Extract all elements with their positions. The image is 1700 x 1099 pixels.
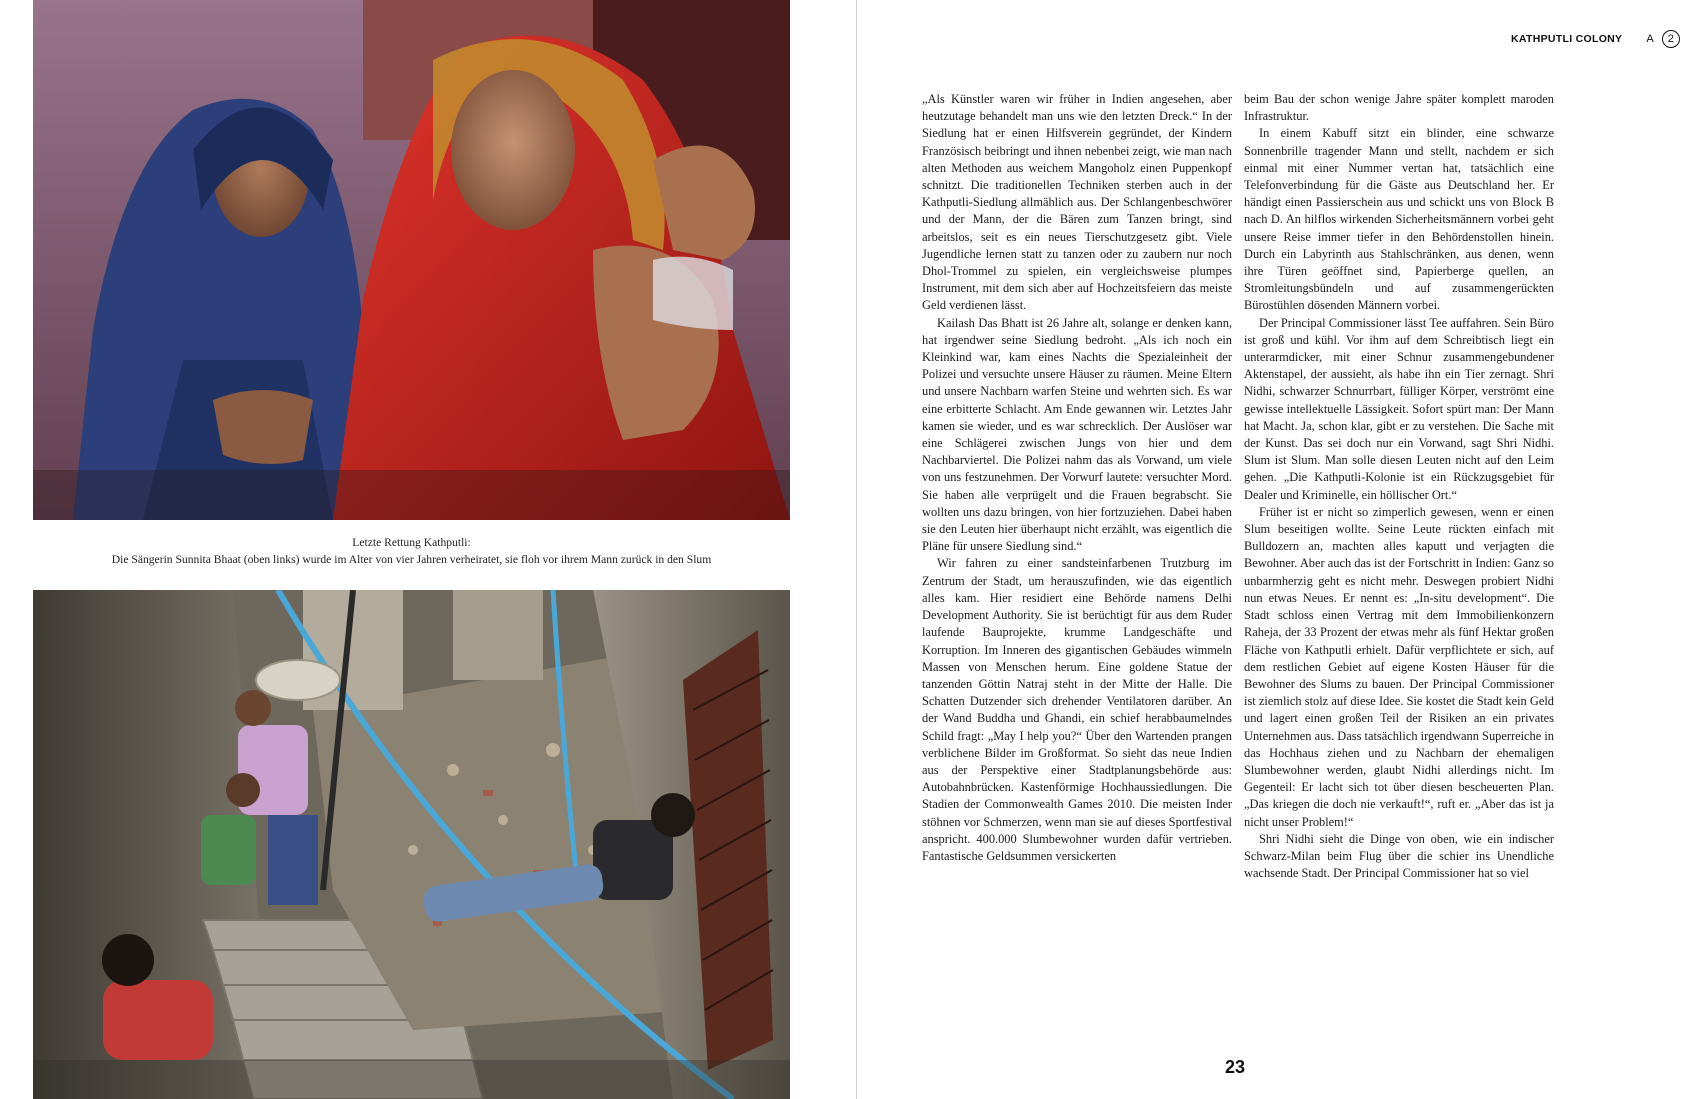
article-column-right: [1244, 91, 1554, 882]
page-gutter-divider: [856, 0, 857, 1099]
photo-caption: [33, 534, 790, 568]
paragraph: „Als Künstler waren wir früher in Indien angesehen, aber heutzutage behandelt man uns wie den letzten Dreck.“ In der Siedlung hat er einen Hilfsverein gegründet, der Kindern Französisch beibringt und ihnen nebenbei zeigt, wie man nach alten Methoden aus weichem Mangoholz einen Puppenkopf schnitzt. Die traditionellen Techniken sterben auch in der Kathputli-Siedlung allmählich aus. Der Schlangenbeschwörer und der Mann, der die Bären zum Tanzen bringt, sind arbeitslos, seit es ein neues Tierschutzgesetz gibt. Viele Jugendliche lernen statt zu tanzen oder zu zaubern nur noch Dhol-Trommel zu spielen, ein vergleichsweise plumpes Instrument, mit dem sich aber auf Hochzeitsfeiern das meiste Geld verdienen lässt.: [922, 92, 1232, 313]
photo-slum-stairs: [33, 590, 790, 1099]
section-title: KATHPUTLI COLONY: [1511, 33, 1623, 45]
paragraph: Wir fahren zu einer sandsteinfarbenen Trutzburg im Zentrum der Stadt, um herauszufinden, wie das eigentlich alles kam. Hier residiert eine Behörde namens Delhi Development Authority. Sie ist berüchtigt für aus dem Ruder laufende Bauprojekte, krumme Landgeschäfte und Korruption. Im Inneren des gigantischen Gebäudes wimmeln Massen von Menschen herum. Eine goldene Statue der tanzenden Göttin Natraj steht in der Mitte der Halle. Die Schatten Dutzender sich drehender Ventilatoren darüber. An der Wand Buddha und Ghandi, ein schief herabbaumelndes Schild fragt: „May I help you?“ Über den Wartenden prangen verblichene Bilder im Großformat. So sieht das neue Indien aus der Perspektive einer Stadtplanungsbehörde aus: Autobahnbrücken. Kastenförmige Hochhaussiedlungen. Die Stadien der Commonwealth Games 2010. Die meisten Inder stöhnen vor Schmerzen, wenn man sie auf dieses Sportfestival anspricht. 400.000 Slumbewohner wurden dafür vertrieben. Fantastische Geldsummen versickerten: [922, 556, 1232, 863]
paragraph: Kailash Das Bhatt ist 26 Jahre alt, solange er denken kann, hat irgendwer seine Siedlung bedroht. „Als ich noch ein Kleinkind war, kam eines Nachts die Spezialeinheit der Polizei und versuchte unsere Häuser zu räumen. Meine Eltern und unsere Nachbarn warfen Steine und wehrten sich. Es war eine erbitterte Schlacht. Am Ende gewannen wir. Letztes Jahr kamen sie wieder, und es war schrecklich. Der Auslöser war eine Schlägerei zwischen Jungs von hier und dem Nachbarviertel. Die Polizei nahm das als Vorwand, um viele von uns festzunehmen. Der Vorwurf lautete: versuchter Mord. Sie haben alle verprügelt und die Frauen begrabscht. Sie wollten uns dazu bringen, von hier fortzuziehen. Dabei haben sie den Leuten hier überhaupt nicht erzählt, was eigentlich die Pläne für unsere Siedlung sind.“: [922, 315, 1232, 554]
paragraph: Früher ist er nicht so zimperlich gewesen, wenn er einen Slum beseitigen wollte. Seine Leute rückten einfach mit Bulldozern an, machten alles kaputt und verjagten die Bewohner. Aber auch das ist der Fortschritt in Indien: Ganz so unbarmherzig geht es nicht mehr. Deswegen probiert Nidhi nun etwas Neues. Er nennt es: „In-situ development“. Die Stadt schloss einen Vertrag mit dem Immobilienkonzern Raheja, der 33 Prozent der etwas mehr als fünf Hektar großen Fläche von Kathputli erhielt. Dafür verpflichtete er sich, auf dem restlichen Gebiet auf eigene Kosten Häuser für die Bewohner des Slums zu bauen. Der Principal Commissioner ist ziemlich stolz auf diese Idee. Sie kostet die Stadt kein Geld und lagert einen großen Teil der Risiken an ein privates Unternehmen aus. Dass tatsächlich irgendwann Superreiche in das Hochhaus ziehen und zu Nachbarn der ehemaligen Slumbewohner werden, glaubt Nidhi allerdings nicht. Im Gegenteil: Er lacht sich tot über diesen bescheuerten Plan. „Das kriegen die doch nie verkauft!“, ruft er. „Aber das ist ja nicht unser Problem!“: [1244, 504, 1554, 829]
caption-text: Die Sängerin Sunnita Bhaat (oben links) wurde im Alter von vier Jahren verheiratet, sie floh vor ihrem Mann zurück in den Slum: [111, 553, 712, 566]
paragraph: Shri Nidhi sieht die Dinge von oben, wie ein indischer Schwarz-Milan beim Flug über die schier ins Unendliche wachsende Stadt. Der Principal Commissioner hat so viel: [1244, 831, 1554, 881]
caption-title: Letzte Rettung Kathputli:: [352, 536, 471, 549]
page-number: 23: [1224, 1057, 1246, 1077]
running-head: [1511, 30, 1680, 48]
section-number-badge: [1662, 30, 1680, 48]
photo-two-women: [33, 0, 790, 520]
paragraph: Der Principal Commissioner lässt Tee auffahren. Sein Büro ist groß und kühl. Vor ihm auf dem Schreibtisch liegt ein unterarmdicker, mit einer Schnur zusammengebundener Aktenstapel, der aussieht, als habe ihn ein Tier zernagt. Shri Nidhi, schwarzer Schnurrbart, fülliger Körper, verströmt eine gewisse intellektuelle Lässigkeit. Sofort spürt man: Der Mann hat Macht. Ja, schon klar, gibt er zu verstehen. Die Sache mit der Kunst. Das sei doch nur ein Vorwand, sagt Shri Nidhi. Slum ist Slum. Man solle diesen Leuten nicht auf den Leim gehen. „Die Kathputli-Kolonie ist ein Rückzugsgebiet für Dealer und Kriminelle, ein höllischer Ort.“: [1244, 315, 1554, 502]
photo-two-women-icon: [33, 0, 790, 520]
section-number: 2: [1667, 33, 1675, 45]
article-column-left: [922, 91, 1232, 865]
paragraph: beim Bau der schon wenige Jahre später komplett maroden Infrastruktur.: [1244, 92, 1554, 124]
section-letter: A: [1646, 33, 1654, 45]
paragraph: In einem Kabuff sitzt ein blinder, eine schwarze Sonnenbrille tragender Mann und stellt, nachdem er sich einmal mit einer Nummer vertan hat, tatsächlich eine Telefonverbindung für die Gäste aus Deutschland her. Er händigt einen Passierschein aus und schickt uns von Block B nach D. An hilflos wirkenden Sicherheitsmännern vorbei geht unsere Reise immer tiefer in den Behördenstollen hinein. Durch ein Labyrinth aus Stahlschränken, aus denen, wenn ihre Türen geöffnet sind, Papierberge quellen, an Stromleitungsbündeln und auf zusammengerückten Bürostühlen dösenden Männern vorbei.: [1244, 126, 1554, 313]
photo-slum-stairs-icon: [33, 590, 790, 1099]
